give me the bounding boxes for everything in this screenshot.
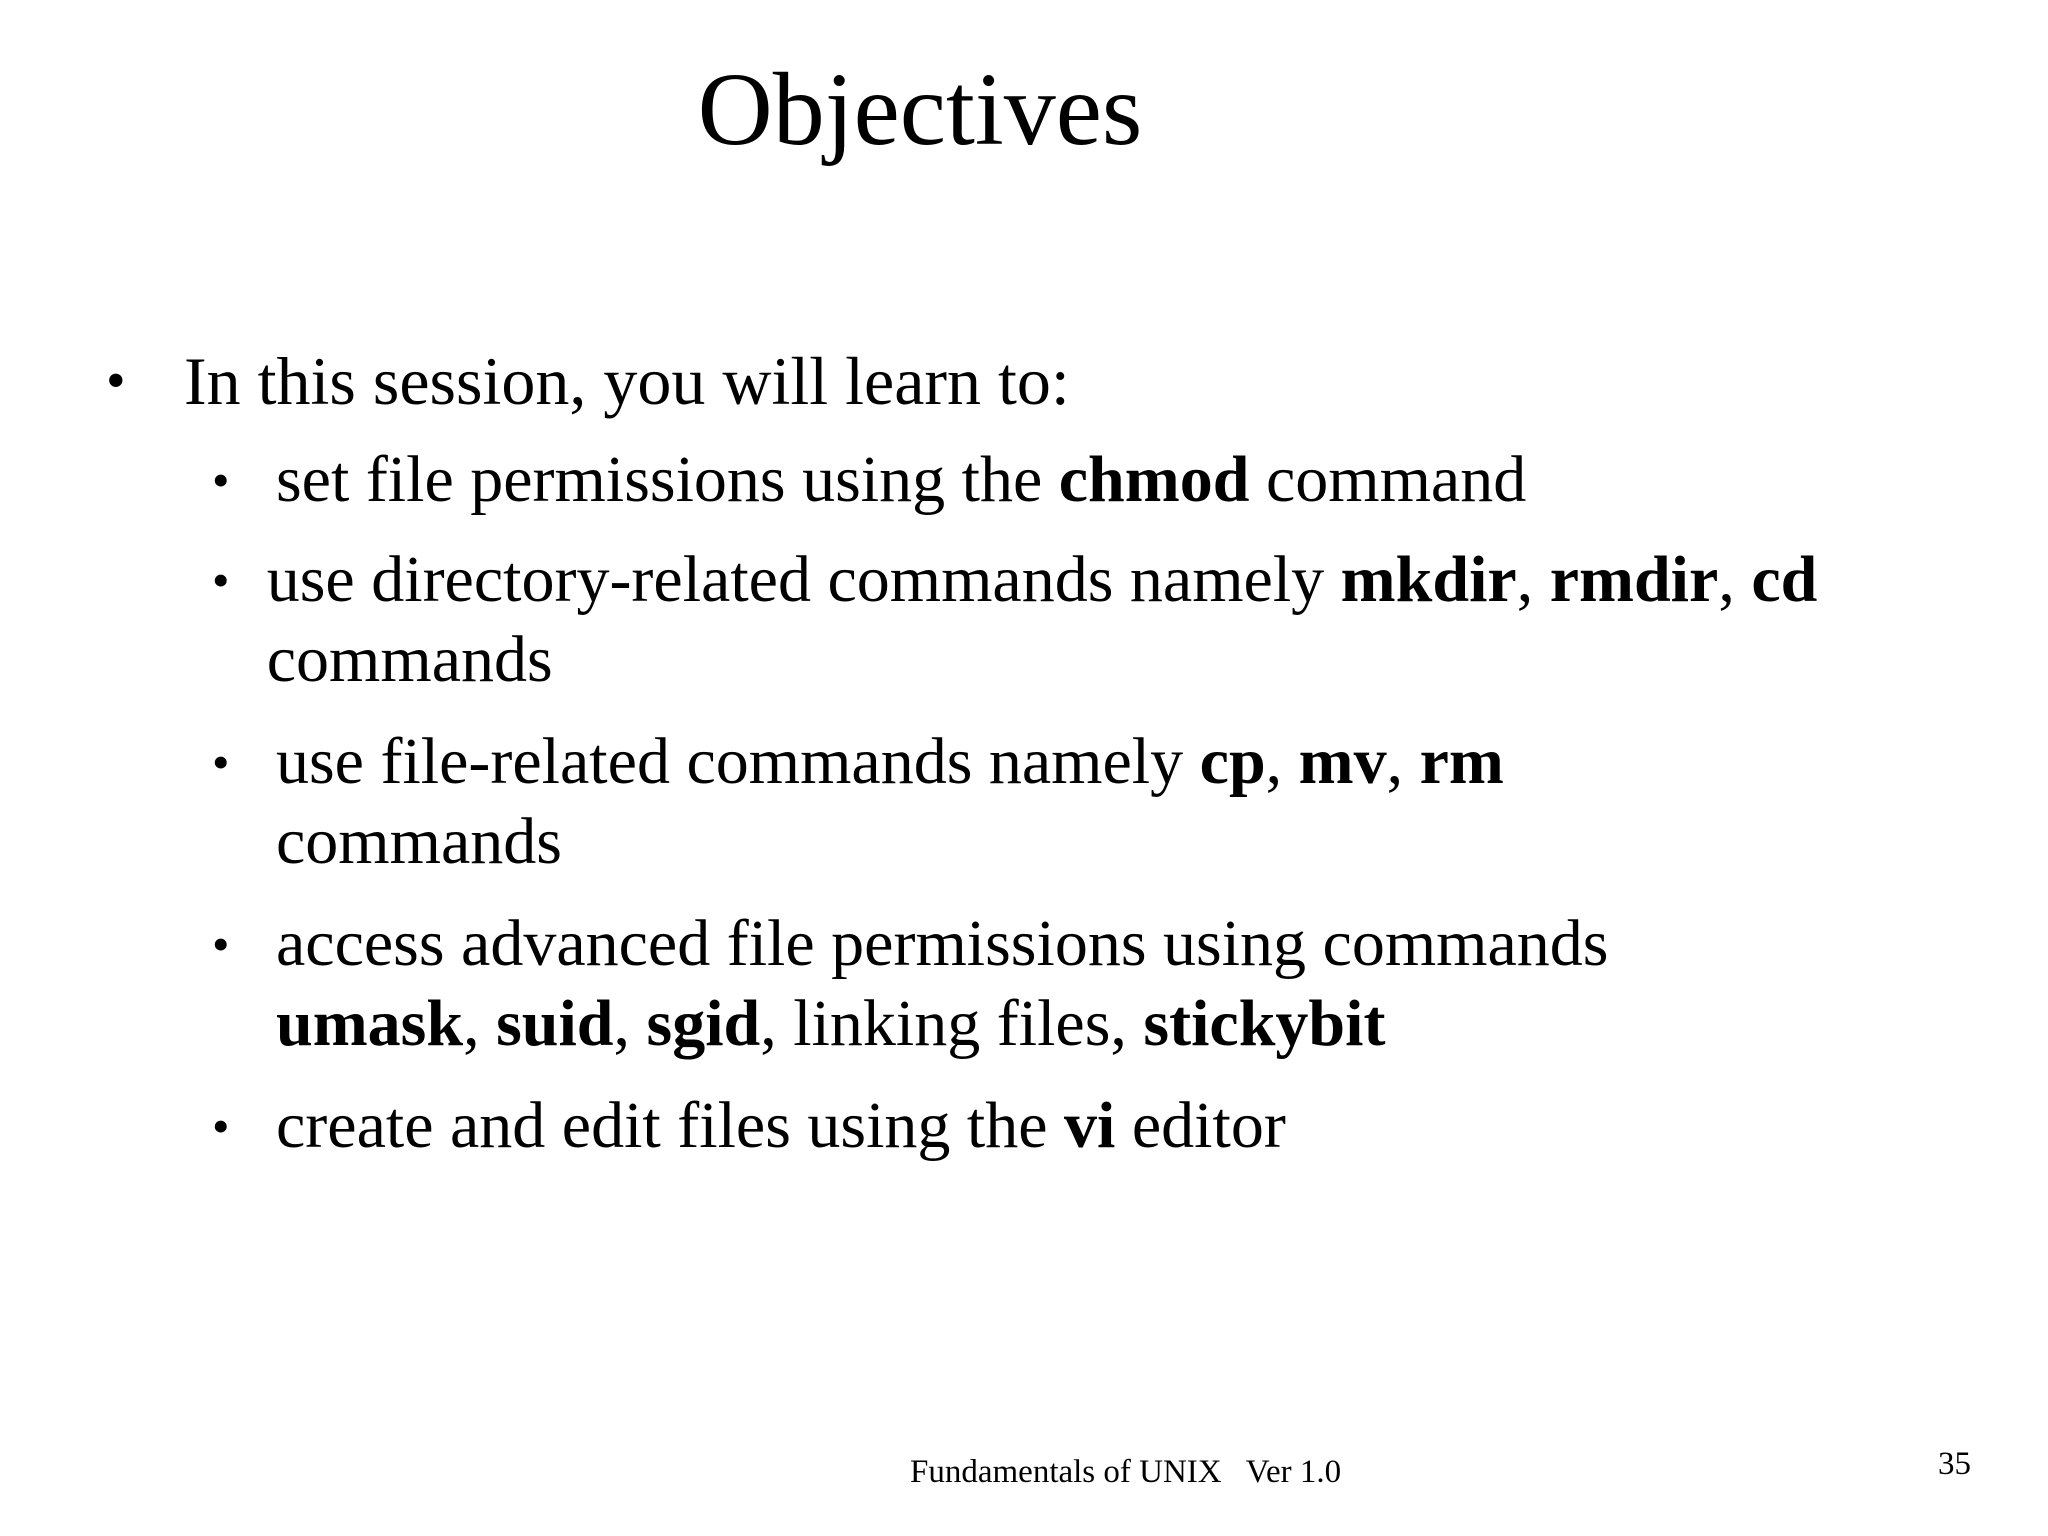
text-run: , linking files, [760,987,1144,1060]
text-run: , [1516,543,1550,616]
command-name: sgid [646,987,761,1060]
text-run: , [613,987,647,1060]
text-run: access advanced file permissions using commands [276,907,1609,980]
text-run: set file permissions using the [276,443,1059,516]
bullet-intro-text: In this session, you will learn to: [184,343,1070,419]
command-name: mkdir [1340,543,1517,616]
text-run: use directory-related commands namely [266,543,1341,616]
command-name: cd [1751,543,1818,616]
text-run: , [1386,725,1420,798]
sub-bullet-file-commands [212,722,1852,882]
sub-bullet-text [276,1086,1286,1166]
text-run: editor [1115,1089,1286,1162]
sub-bullet-chmod [212,440,1852,520]
sub-bullet-text [276,440,1526,520]
text-run: , [1718,543,1752,616]
command-name: rm [1419,725,1504,798]
command-name: umask [276,987,464,1060]
page-number: 35 [1938,1446,1971,1482]
command-name: suid [496,987,614,1060]
sub-bullet-dot-icon: • [212,916,230,972]
bullet-intro [106,340,1070,422]
sub-bullet-directory-commands [212,540,1852,700]
command-name: vi [1064,1089,1116,1162]
footer-course-version: Fundamentals of UNIX Ver 1.0 [910,1454,1342,1490]
command-name: chmod [1058,443,1250,516]
command-name: cp [1199,725,1266,798]
sub-bullet-vi-editor [212,1086,1852,1166]
text-run: create and edit files using the [276,1089,1065,1162]
sub-bullet-text [267,540,1852,700]
text-run: command [1249,443,1527,516]
text-run: , [463,987,497,1060]
sub-bullet-text [276,904,1776,1064]
bullet-dot-icon: • [106,350,126,412]
command-name: mv [1298,725,1387,798]
text-run: , [1265,725,1299,798]
slide-title: Objectives [697,52,1143,167]
text-run: use file-related commands namely [276,725,1200,798]
command-name: stickybit [1143,987,1386,1060]
command-name: rmdir [1549,543,1719,616]
text-run: commands [276,805,562,878]
sub-bullet-text [276,722,1676,882]
sub-bullet-advanced-permissions [212,904,1852,1064]
sub-bullet-dot-icon: • [212,1098,230,1154]
text-run: commands [266,623,553,696]
sub-bullet-dot-icon: • [212,734,230,790]
sub-bullet-dot-icon: • [212,552,230,608]
sub-bullet-dot-icon: • [212,452,230,508]
